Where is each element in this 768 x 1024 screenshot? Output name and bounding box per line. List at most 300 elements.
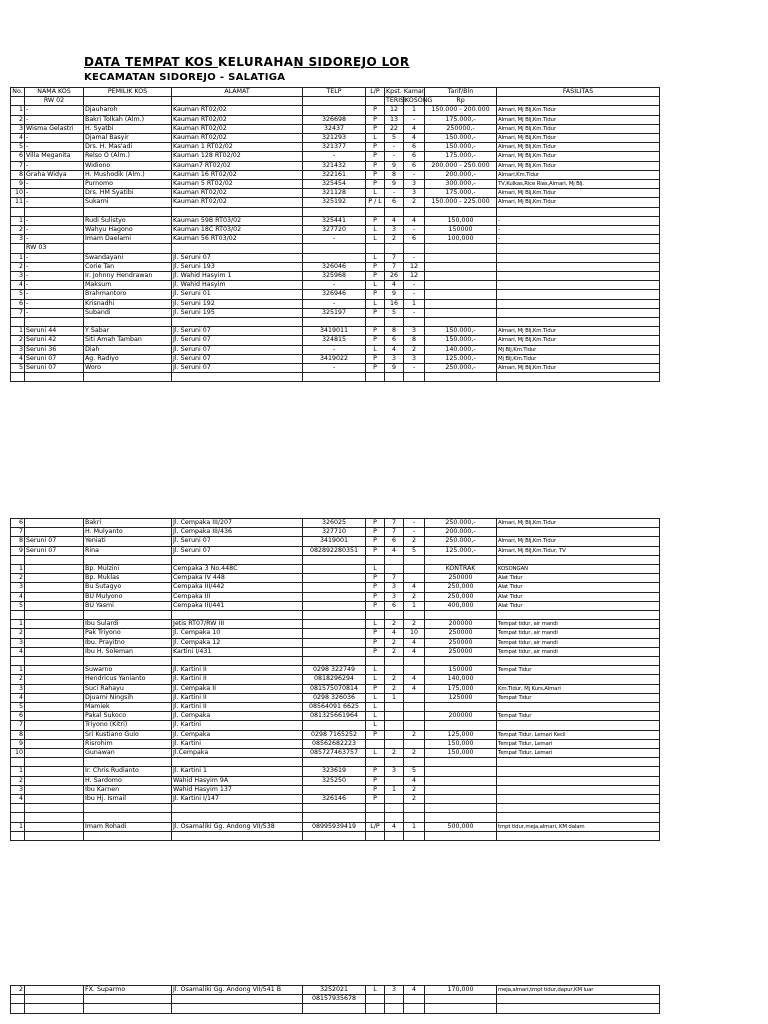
cell-alamat: Jl. Cempaka II [172,684,303,693]
cell-fasilitas [497,373,660,382]
table-row [11,235,660,244]
cell-no: 2 [11,574,25,583]
cell-fasilitas: Almari, Mj Blj,Km.Tidur [497,124,660,133]
cell-tarif: 140,000 [425,675,497,684]
cell-lp: L [366,721,385,730]
kos-table-page-1 [10,87,660,382]
cell-fasilitas: Tempat Tidur, Lemari [497,749,660,758]
cell-kosong: 1 [404,601,425,610]
table-row [11,629,660,638]
cell-lp: P [366,115,385,124]
cell-no [11,611,25,620]
cell-fasilitas [497,758,660,767]
cell-lp [366,739,385,748]
cell-no: 3 [11,235,25,244]
cell-lp: P [366,308,385,317]
header-pemilik-kos: PEMILIK KOS [84,88,172,97]
cell-alamat: Jl. Osamaliki Gg. Andong VII/541 B [172,986,303,995]
cell-lp: L [366,693,385,702]
cell-lp [366,995,385,1004]
cell-terisi [385,813,404,822]
cell-terisi: 4 [385,822,404,831]
cell-kosong [404,244,425,253]
table-row [11,537,660,546]
header-rp: Rp [425,97,497,106]
cell-nama-kos [25,804,84,813]
cell-kosong: 2 [404,749,425,758]
cell-lp: P [366,336,385,345]
cell-fasilitas: Tempat tidur, air mandi [497,620,660,629]
cell-fasilitas: Tempat Tidur [497,666,660,675]
table-row [11,327,660,336]
cell-telp [303,758,366,767]
cell-telp: - [303,345,366,354]
cell-no: 5 [11,143,25,152]
cell-terisi [385,1004,404,1013]
cell-no: 3 [11,638,25,647]
cell-telp: 0298 322749 [303,666,366,675]
cell-alamat: Kauman RT02/02 [172,198,303,207]
cell-lp: P [366,592,385,601]
cell-tarif: 200000 [425,620,497,629]
cell-lp: L [366,235,385,244]
cell-nama-kos [25,749,84,758]
cell-no: 2 [11,776,25,785]
cell-tarif [425,373,497,382]
cell-no: 1 [11,565,25,574]
cell-tarif [425,785,497,794]
cell-nama-kos: Seruni 07 [25,364,84,373]
cell-nama-kos: - [25,281,84,290]
cell-no: 1 [11,216,25,225]
cell-pemilik: Krisnadhi [84,299,172,308]
header-telp: TELP [303,88,366,97]
cell-fasilitas [497,721,660,730]
cell-lp: P [366,546,385,555]
cell-kosong: - [404,308,425,317]
cell-lp: P [366,785,385,794]
cell-kosong [404,804,425,813]
cell-terisi: 3 [385,986,404,995]
cell-nama-kos: - [25,216,84,225]
cell-telp: - [303,235,366,244]
header-terisi: TERISI [386,97,406,105]
cell-terisi: 4 [385,629,404,638]
cell-pemilik: Ibu Sulardi [84,620,172,629]
cell-nama-kos: Seruni 07 [25,537,84,546]
cell-nama-kos: Seruni 44 [25,327,84,336]
cell-terisi: 2 [385,235,404,244]
cell-no: 4 [11,592,25,601]
cell-alamat: Kauman 18C RT03/02 [172,226,303,235]
table-row [11,555,660,564]
cell-alamat [172,995,303,1004]
cell-alamat: Jl. Kartini II [172,666,303,675]
cell-terisi [385,703,404,712]
cell-fasilitas [497,244,660,253]
cell-kosong: - [404,364,425,373]
cell-fasilitas: Tempat Tidur, Lemari Kecil [497,730,660,739]
cell-lp: L [366,675,385,684]
cell-fasilitas: - [497,216,660,225]
cell-kosong [404,657,425,666]
cell-fasilitas: Mj Blj,Km.Tidur [497,354,660,363]
cell-pemilik: Imam Daelami [84,235,172,244]
cell-nama-kos [25,666,84,675]
cell-alamat: Kauman 128 RT02/02 [172,152,303,161]
cell-nama-kos: - [25,308,84,317]
cell-lp: P [366,638,385,647]
cell-fasilitas: tmpt tidur,meja,almari, KM dalam [497,822,660,831]
cell-telp: 327720 [303,226,366,235]
cell-pemilik: Ir. Johnny Hendrawan [84,272,172,281]
cell-pemilik: Djuarni Ningsih [84,693,172,702]
cell-pemilik: Woro [84,364,172,373]
cell-lp [366,244,385,253]
cell-kosong [404,373,425,382]
cell-kosong: 4 [404,675,425,684]
cell-tarif [425,281,497,290]
cell-telp: 32437 [303,124,366,133]
cell-tarif: 170,000 [425,986,497,995]
table-row [11,795,660,804]
cell-fasilitas: TV,Kulkas,Rice Rias,Almari, Mj Blj. [497,180,660,189]
cell-pemilik: Risrohim [84,739,172,748]
cell-nama-kos [25,1004,84,1013]
cell-tarif [425,611,497,620]
cell-nama-kos: - [25,189,84,198]
table-row [11,785,660,794]
cell-alamat: Jl. Kartini [172,739,303,748]
cell-no: 8 [11,730,25,739]
cell-kosong [404,574,425,583]
cell-pemilik [84,207,172,216]
cell-pemilik: Bp. Muklas [84,574,172,583]
cell-no [11,831,25,840]
cell-no: 3 [11,272,25,281]
cell-tarif: 250.000,- [425,519,497,528]
cell-terisi: 7 [385,262,404,271]
cell-terisi [385,758,404,767]
cell-pemilik: Sukarni [84,198,172,207]
table-row [11,546,660,555]
cell-lp: P [366,180,385,189]
cell-nama-kos [25,684,84,693]
cell-alamat: Cempaka 3 No.448C [172,565,303,574]
cell-nama-kos: - [25,115,84,124]
cell-telp [303,629,366,638]
cell-lp: P [366,152,385,161]
table-row [11,216,660,225]
cell-terisi: 9 [385,161,404,170]
cell-no: 3 [11,124,25,133]
cell-nama-kos [25,519,84,528]
cell-nama-kos: RW 03 [25,244,84,253]
cell-kosong [404,739,425,748]
cell-telp [303,253,366,262]
table-row [11,180,660,189]
cell-fasilitas [497,528,660,537]
cell-alamat: Kauman RT02/02 [172,115,303,124]
cell-tarif [425,318,497,327]
table-row [11,822,660,831]
cell-telp [303,318,366,327]
cell-pemilik: H. Mulyanto [84,528,172,537]
cell-telp [303,804,366,813]
cell-fasilitas [497,308,660,317]
cell-alamat: Jl. Cempaka [172,712,303,721]
cell-no: 3 [11,583,25,592]
table-row [11,1004,660,1013]
cell-pemilik [84,657,172,666]
cell-tarif: 200000 [425,712,497,721]
cell-alamat: Jl. Kartini II [172,703,303,712]
cell-alamat: Cempaka IV 448 [172,574,303,583]
cell-fasilitas [497,703,660,712]
cell-terisi [385,995,404,1004]
cell-nama-kos [25,767,84,776]
table-subheader-row [11,97,660,106]
table-row [11,739,660,748]
cell-fasilitas: Alat Tidur [497,592,660,601]
cell-fasilitas: Tempat tidur, air mandi [497,638,660,647]
cell-terisi [385,730,404,739]
cell-tarif: 150,000 [425,749,497,758]
cell-fasilitas [497,272,660,281]
cell-kosong [404,666,425,675]
cell-fasilitas: Almari, Mj Blj,Km.Tidur [497,364,660,373]
cell-pemilik: Hendricus Yanianto [84,675,172,684]
cell-alamat: Wahid Hasyim 9A [172,776,303,785]
cell-alamat: Kauman7 RT02/02 [172,161,303,170]
cell-fasilitas [497,318,660,327]
cell-telp [303,1004,366,1013]
cell-nama-kos [25,657,84,666]
cell-nama-kos [25,776,84,785]
cell-alamat: Jl. Seruni 07 [172,336,303,345]
cell-telp: 325250 [303,776,366,785]
cell-fasilitas: Alat Tidur [497,574,660,583]
cell-alamat: Jetis RT07/RW III [172,620,303,629]
cell-kosong: 2 [404,592,425,601]
cell-telp: 082892280351 [303,546,366,555]
cell-pemilik: Ibu H. Soleman [84,647,172,656]
cell-kosong: 5 [404,546,425,555]
cell-fasilitas: Almari, Mj Blj,Km.Tidur [497,327,660,336]
cell-pemilik: Swandayani [84,253,172,262]
document-subtitle: KECAMATAN SIDOREJO - SALATIGA [84,72,286,83]
cell-no: 7 [11,161,25,170]
cell-nama-kos: - [25,198,84,207]
cell-no: 2 [11,226,25,235]
cell-lp: P [366,143,385,152]
cell-alamat: Jl. Cempaka III/207 [172,519,303,528]
cell-fasilitas: Almari, Mj Blj,Km.Tidur [497,134,660,143]
cell-no: 1 [11,767,25,776]
cell-alamat: Jl. Seruni 07 [172,537,303,546]
cell-terisi [385,373,404,382]
kos-table-page-3 [10,985,660,1014]
cell-telp: 326025 [303,519,366,528]
cell-no: 8 [11,170,25,179]
cell-kosong [404,1004,425,1013]
cell-telp [303,638,366,647]
table-row [11,620,660,629]
cell-kosong: - [404,170,425,179]
cell-alamat: Jl. Cempaka 12 [172,638,303,647]
cell-alamat [172,207,303,216]
cell-no [11,657,25,666]
cell-pemilik: Ibu. Prayitno [84,638,172,647]
cell-tarif: 250000,- [425,124,497,133]
cell-kosong: 2 [404,730,425,739]
cell-lp [366,831,385,840]
cell-terisi: 4 [385,281,404,290]
cell-pemilik: Diah [84,345,172,354]
cell-tarif: 250,000 [425,592,497,601]
cell-pemilik: Rudi Sulistyo [84,216,172,225]
cell-fasilitas [497,555,660,564]
cell-telp: 326146 [303,795,366,804]
cell-terisi: 6 [385,336,404,345]
cell-pemilik: Bp. Mulzini [84,565,172,574]
cell-kosong: 4 [404,134,425,143]
cell-lp: L [366,345,385,354]
cell-terisi [385,611,404,620]
cell-fasilitas: Alat Tidur [497,601,660,610]
section-rw02: RW 02 [25,97,84,106]
cell-kosong: 4 [404,684,425,693]
cell-lp: P / L [366,198,385,207]
cell-kosong: - [404,281,425,290]
cell-pemilik: Triyono (Kitri) [84,721,172,730]
cell-tarif [425,244,497,253]
cell-alamat [172,804,303,813]
cell-no: 1 [11,253,25,262]
cell-tarif: 140.000,- [425,345,497,354]
cell-pemilik: BU Mulyono [84,592,172,601]
cell-telp [303,813,366,822]
cell-terisi: 1 [385,785,404,794]
cell-kosong: 12 [404,262,425,271]
cell-tarif: 125.000,- [425,546,497,555]
cell-fasilitas [497,253,660,262]
cell-pemilik: Siti Amah Tamban [84,336,172,345]
cell-no [11,555,25,564]
cell-telp: 325968 [303,272,366,281]
cell-lp [366,657,385,666]
cell-telp [303,574,366,583]
cell-lp: L [366,620,385,629]
table-row [11,611,660,620]
table-row [11,336,660,345]
cell-no [11,813,25,822]
cell-telp: 08995939419 [303,822,366,831]
cell-fasilitas: Almari, Mj Blj,Km.Tidur [497,115,660,124]
cell-no: 5 [11,703,25,712]
cell-fasilitas: Almari, Mj Blj,Km.Tidur [497,189,660,198]
cell-telp: 322161 [303,170,366,179]
cell-telp [303,831,366,840]
cell-no: 5 [11,601,25,610]
cell-terisi [385,831,404,840]
cell-terisi [385,657,404,666]
table-row [11,758,660,767]
cell-tarif [425,758,497,767]
cell-nama-kos [25,721,84,730]
cell-lp: L [366,666,385,675]
cell-terisi: 2 [385,675,404,684]
table-row [11,601,660,610]
cell-pemilik: Ir. Chris Rudianto [84,767,172,776]
cell-no: 1 [11,666,25,675]
cell-pemilik: Bakri [84,519,172,528]
cell-fasilitas: - [497,226,660,235]
cell-tarif: 500,000 [425,822,497,831]
cell-alamat: Kauman RT02/02 [172,134,303,143]
cell-tarif: 250000 [425,629,497,638]
cell-no [11,373,25,382]
cell-kosong: 4 [404,986,425,995]
cell-fasilitas [497,611,660,620]
cell-telp: - [303,364,366,373]
cell-pemilik: H. Syatbi [84,124,172,133]
cell-nama-kos [25,592,84,601]
cell-alamat: Jl. Seruni 07 [172,364,303,373]
cell-telp: 321432 [303,161,366,170]
cell-terisi [385,318,404,327]
cell-pemilik: Wahyu Hagono [84,226,172,235]
cell-alamat: Kauman RT02/02 [172,124,303,133]
cell-kosong: 6 [404,235,425,244]
cell-fasilitas: Almari,Km.Tidur [497,170,660,179]
cell-telp: 3419022 [303,354,366,363]
cell-tarif [425,767,497,776]
cell-telp: 3252021 [303,986,366,995]
cell-terisi: 2 [385,620,404,629]
table-row [11,583,660,592]
cell-alamat: Jl. Kartini II [172,675,303,684]
cell-lp: L [366,253,385,262]
cell-no: 1 [11,620,25,629]
table-row [11,776,660,785]
cell-telp [303,373,366,382]
cell-kosong [404,318,425,327]
cell-no: 6 [11,299,25,308]
cell-alamat: Jl. Seruni 193 [172,262,303,271]
cell-lp: P [366,629,385,638]
cell-lp: L/P [366,822,385,831]
cell-kosong [404,813,425,822]
cell-nama-kos [25,785,84,794]
table-row [11,995,660,1004]
cell-telp: 321293 [303,134,366,143]
cell-terisi [385,804,404,813]
cell-kosong [404,555,425,564]
cell-lp: P [366,519,385,528]
cell-pemilik: FX. Suparmo [84,986,172,995]
cell-nama-kos: - [25,253,84,262]
cell-alamat: Cempaka III/441 [172,601,303,610]
table-header-row [11,88,660,97]
cell-nama-kos [25,601,84,610]
cell-lp [366,555,385,564]
cell-lp [366,813,385,822]
cell-no: 4 [11,693,25,702]
cell-telp: 081325661964 [303,712,366,721]
cell-fasilitas: Almari, Mj Blj,Km.Tidur [497,198,660,207]
cell-tarif: 300.000,- [425,180,497,189]
